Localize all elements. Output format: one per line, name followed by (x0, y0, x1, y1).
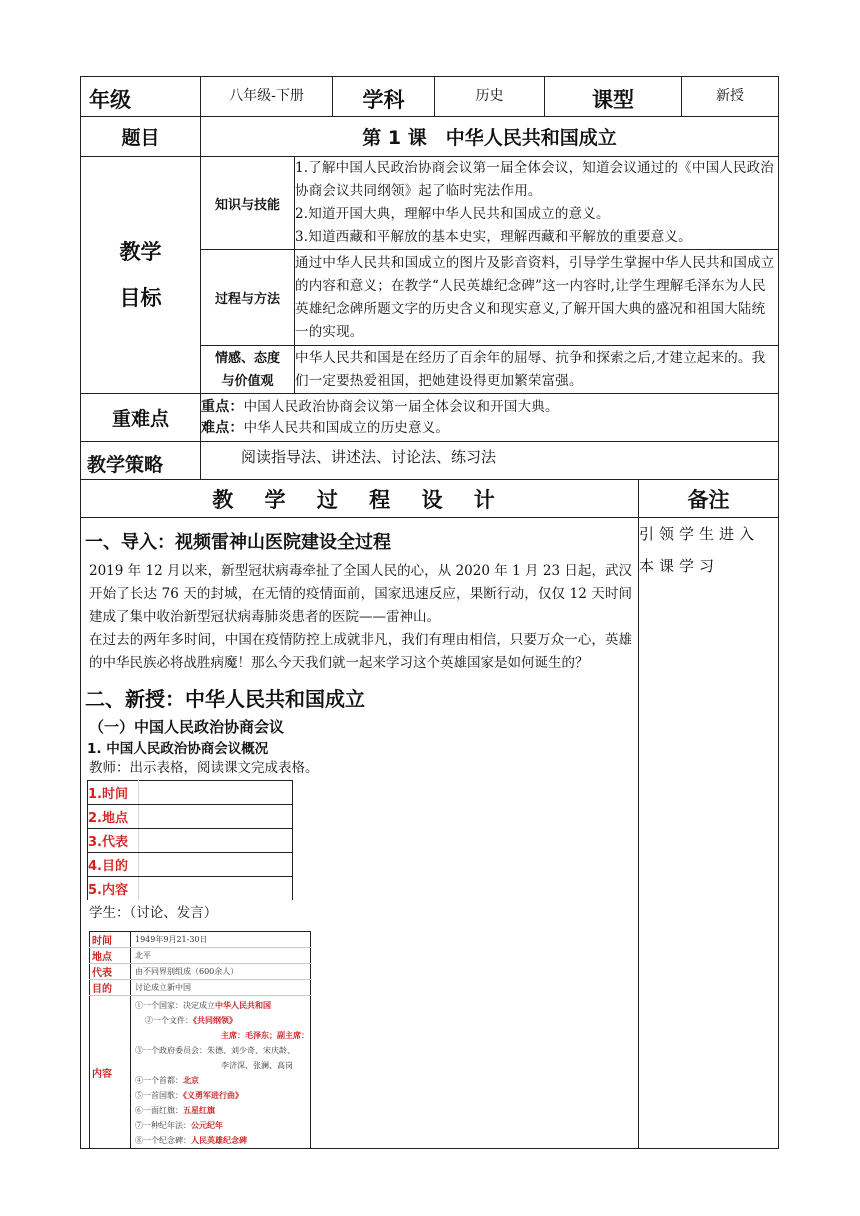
intro-paragraph-1: 2019 年 12 月以来，新型冠状病毒牵扯了全国人民的心，从 2020 年 1 月 23 日起，武汉开始了长达 76 天的封城，在无情的疫情面前，国家迅速反应，果断行动，仅仅 12 天时间建成了集中收治新型冠状病毒肺炎患者的医院——雷神山。 (89, 563, 633, 625)
answer-place-label: 地点 (90, 948, 131, 964)
answer-item (135, 1088, 310, 1103)
goals-label-line2: 目标 (119, 286, 162, 310)
process-content (81, 518, 639, 1149)
answer-item (135, 1133, 310, 1148)
form-row (88, 853, 293, 877)
form-label-purpose: 4.目的 (88, 853, 139, 877)
goals-knowledge-row (81, 157, 779, 250)
answer-purpose-label: 目的 (90, 980, 131, 996)
answer-time-value: 1949年9月21-30日 (131, 932, 311, 948)
emotion-label-line1: 情感、态度 (214, 350, 280, 366)
answer-row (90, 948, 311, 964)
lesson-plan-table (80, 76, 779, 1149)
answer-content-list (131, 996, 311, 1149)
process-content-row (81, 518, 779, 1149)
answer-item (135, 1058, 310, 1073)
type-value: 新授 (682, 77, 779, 117)
lesson-plan (80, 76, 778, 1149)
goals-label-line1: 教学 (119, 240, 162, 264)
emotion-text: 中华人民共和国是在经历了百余年的屈辱、抗争和探索之后,才建立起来的。我们一定要热爱祖国，把她建设得更加繁荣富强。 (295, 346, 779, 394)
answer-item (135, 998, 310, 1013)
sub-sub-heading: 1. 中国人民政治协商会议概况 (87, 741, 269, 757)
answer-place-value: 北平 (131, 948, 311, 964)
difficult-label: 难点： (201, 419, 244, 436)
grade-label: 年级 (81, 77, 201, 117)
emotion-label (201, 346, 295, 394)
form-blank (139, 853, 293, 877)
answer-item-highlight: 五星红旗 (183, 1105, 215, 1115)
subject-value: 历史 (435, 77, 545, 117)
answer-content-label: 内容 (90, 996, 131, 1149)
answer-item-prefix: ⑤一首国歌： (135, 1091, 183, 1100)
answer-item-prefix: ⑥一面红旗： (135, 1106, 183, 1115)
intro-paragraph-2: 在过去的两年多时间，中国在疫情防控上成就非凡，我们有理由相信，只要万众一心，英雄的中华民族必将战胜病魔！那么今天我们就一起来学习这个英雄国家是如何诞生的？ (89, 632, 633, 671)
answer-item-highlight: 《共同纲领》 (193, 1015, 237, 1025)
student-line: 学生：（讨论、发言） (89, 905, 218, 921)
key-line (201, 397, 778, 418)
blank-form (87, 780, 293, 900)
answer-item-highlight: 北京 (183, 1075, 199, 1085)
key-label: 重点： (201, 398, 244, 415)
process-text: 通过中华人民共和国成立的图片及影音资料，引导学生掌握中华人民共和国成立的内容和意义；在教学“人民英雄纪念碑”这一内容时,让学生理解毛泽东为人民英雄纪念碑所题文字的历史含义和现实意义,了解开国大典的盛况和祖国大陆统一的实现。 (295, 250, 779, 346)
answer-item (135, 1028, 310, 1043)
answer-rep-value: 由不同界别组成（600余人） (131, 964, 311, 980)
answer-item-prefix: ④一个首都： (135, 1076, 183, 1085)
strategy-text: 阅读指导法、讲述法、讨论法、练习法 (201, 442, 779, 480)
teacher-line: 教师：出示表格，阅读课文完成表格。 (89, 760, 319, 776)
topic-value: 第 1 课 中华人民共和国成立 (201, 117, 779, 157)
form-row (88, 829, 293, 853)
form-blank (139, 805, 293, 829)
form-label-rep: 3.代表 (88, 829, 139, 853)
answer-item-prefix: ⑧一个纪念碑： (135, 1136, 191, 1145)
answer-item-prefix: ③一个政府委员会：朱德、刘少奇、宋庆龄、 (135, 1046, 295, 1055)
answer-item-highlight: 人民英雄纪念碑 (191, 1135, 247, 1145)
form-blank (139, 829, 293, 853)
answer-item (135, 1073, 310, 1088)
form-blank (139, 877, 293, 901)
answer-item-prefix: ⑦一种纪年法： (135, 1121, 191, 1130)
key-points-label: 重难点 (81, 394, 201, 442)
answer-table (89, 931, 311, 1148)
key-points-content (201, 394, 779, 442)
answer-item-highlight: 《义勇军进行曲》 (183, 1090, 243, 1100)
form-label-place: 2.地点 (88, 805, 139, 829)
answer-row (90, 996, 311, 1149)
answer-item-highlight: 主席：毛泽东；副主席： (221, 1030, 309, 1040)
note-title: 备注 (639, 480, 779, 518)
topic-label: 题目 (81, 117, 201, 157)
intro-heading: 一、导入：视频雷神山医院建设全过程 (85, 532, 391, 553)
form-row (88, 877, 293, 901)
strategy-row (81, 442, 779, 480)
strategy-label: 教学策略 (81, 442, 201, 480)
answer-purpose-value: 讨论成立新中国 (131, 980, 311, 996)
answer-row (90, 980, 311, 996)
emotion-label-line2: 与价值观 (221, 373, 274, 389)
process-title-row (81, 480, 779, 518)
topic-row (81, 117, 779, 157)
type-label: 课型 (545, 77, 682, 117)
knowledge-text: 1.了解中国人民政治协商会议第一届全体会议，知道会议通过的《中国人民政治协商会议共同纲领》起了临时宪法作用。 2.知道开国大典，理解中华人民共和国成立的意义。 3.知道西藏和平解放的基本史实，理解西藏和平解放的重要意义。 (295, 157, 779, 250)
form-blank (139, 781, 293, 805)
header-row (81, 77, 779, 117)
process-label: 过程与方法 (201, 250, 295, 346)
difficult-line (201, 418, 778, 439)
key-points-row (81, 394, 779, 442)
answer-item (135, 1118, 310, 1133)
answer-rep-label: 代表 (90, 964, 131, 980)
answer-item (135, 1103, 310, 1118)
answer-item-prefix: 李济深、张澜、高岗 (221, 1061, 293, 1070)
answer-item-highlight: 公元纪年 (191, 1120, 223, 1130)
new-lesson-heading: 二、新授：中华人民共和国成立 (85, 687, 365, 711)
form-row (88, 805, 293, 829)
knowledge-label: 知识与技能 (201, 157, 295, 250)
grade-value: 八年级-下册 (201, 77, 333, 117)
form-label-time: 1.时间 (88, 781, 139, 805)
note-text: 引领学生进入本课学习 (639, 518, 779, 1149)
answer-item (135, 1013, 310, 1028)
sub-heading: （一）中国人民政治协商会议 (89, 718, 285, 736)
answer-row (90, 964, 311, 980)
answer-item-prefix: ②一个文件： (145, 1016, 193, 1025)
difficult-text: 中华人民共和国成立的历史意义。 (243, 419, 450, 436)
answer-item (135, 1043, 310, 1058)
goals-label (81, 157, 201, 394)
answer-time-label: 时间 (90, 932, 131, 948)
answer-row (90, 932, 311, 948)
answer-item-highlight: 中华人民共和国 (215, 1000, 271, 1010)
process-title: 教 学 过 程 设 计 (81, 480, 639, 518)
form-row (88, 781, 293, 805)
answer-item-prefix: ①一个国家：决定成立 (135, 1001, 215, 1010)
form-label-content: 5.内容 (88, 877, 139, 901)
key-text: 中国人民政治协商会议第一届全体会议和开国大典。 (243, 398, 559, 415)
subject-label: 学科 (333, 77, 435, 117)
